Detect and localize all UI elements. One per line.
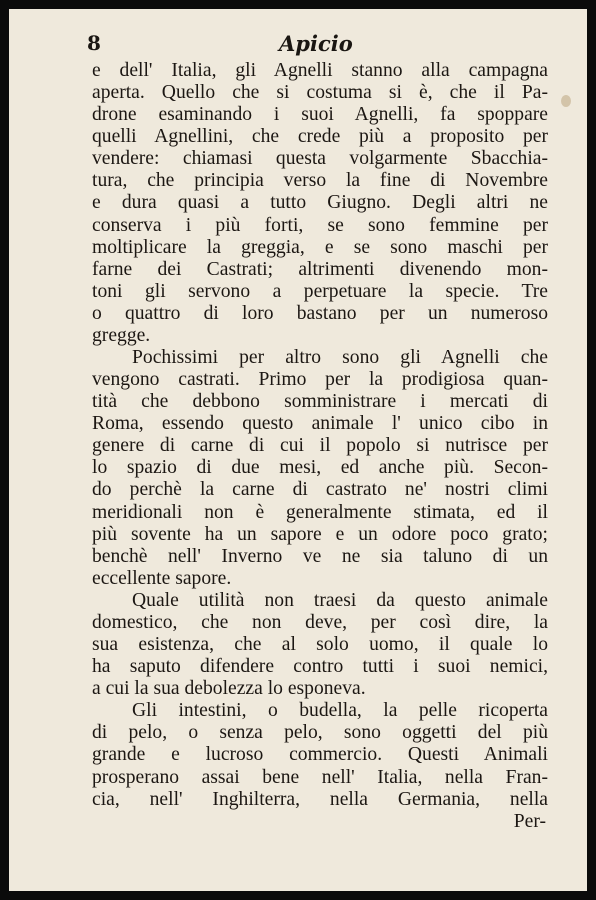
text-line: sua esistenza, che al solo uomo, il quale lo xyxy=(92,634,548,656)
text-line: Quale utilità non traesi da questo animale xyxy=(132,589,548,611)
text-line: tura, che principia verso la fine di Novembre xyxy=(92,170,548,192)
text-line: ha saputo difendere contro tutti i suoi nemici, xyxy=(92,656,548,678)
text-line: lo spazio di due mesi, ed anche più. Secon- xyxy=(92,457,548,479)
text-line: vengono castrati. Primo per la prodigiosa quan- xyxy=(92,369,548,391)
text-line: eccellente sapore. xyxy=(92,567,232,589)
text-line: prosperano assai bene nell' Italia, nella Fran- xyxy=(92,766,548,788)
paragraph xyxy=(92,60,548,347)
book-page xyxy=(9,9,587,891)
text-line: Roma, essendo questo animale l' unico cibo in xyxy=(92,413,548,435)
text-line: Pochissimi per altro sono gli Agnelli che xyxy=(132,347,548,369)
text-line: genere di carne di cui il popolo si nutrisce per xyxy=(92,435,548,457)
text-line: domestico, che non deve, per così dire, la xyxy=(92,611,548,633)
text-line: conserva i più forti, se sono femmine per xyxy=(92,214,548,236)
text-line: gregge. xyxy=(92,324,151,346)
paragraph xyxy=(92,700,548,810)
text-line: drone esaminando i suoi Agnelli, fa spoppare xyxy=(92,104,548,126)
paragraph xyxy=(92,590,548,700)
text-line: o quattro di loro bastano per un numeroso xyxy=(92,302,548,324)
paper-stain xyxy=(561,95,571,107)
paragraph xyxy=(92,347,548,590)
text-line: e dura quasi a tutto Giugno. Degli altri ne xyxy=(92,192,548,214)
text-line: di pelo, o senza pelo, sono oggetti del più xyxy=(92,722,548,744)
running-head: Apicio xyxy=(279,31,353,56)
text-line: meridionali non è generalmente stimata, ed il xyxy=(92,501,548,523)
text-line: a cui la sua debolezza lo esponeva. xyxy=(92,678,366,700)
page-header xyxy=(9,31,587,59)
text-line: farne dei Castrati; altrimenti divenendo mon- xyxy=(92,258,548,280)
text-line: benchè nell' Inverno ve ne sia taluno di un xyxy=(92,545,548,567)
text-line: moltiplicare la greggia, e se sono maschi per xyxy=(92,236,548,258)
text-line: grande e lucroso commercio. Questi Animali xyxy=(92,744,548,766)
text-line: più sovente ha un sapore e un odore poco grato; xyxy=(92,523,548,545)
text-line: cia, nell' Inghilterra, nella Germania, nella xyxy=(92,788,548,810)
text-line: tità che debbono somministrare i mercati di xyxy=(92,391,548,413)
text-line: Gli intestini, o budella, la pelle ricoperta xyxy=(132,700,548,722)
text-line: quelli Agnellini, che crede più a proposito per xyxy=(92,126,548,148)
body-text xyxy=(92,60,548,833)
text-line: toni gli servono a perpetuare la specie. Tre xyxy=(92,280,548,302)
text-line: e dell' Italia, gli Agnelli stanno alla campagna xyxy=(92,60,548,81)
text-line: do perchè la carne di castrato ne' nostri climi xyxy=(92,479,548,501)
text-line: vendere: chiamasi questa volgarmente Sbacchia- xyxy=(92,148,548,170)
catchword: Per- xyxy=(513,810,546,832)
text-line: aperta. Quello che si costuma si è, che il Pa- xyxy=(92,82,548,104)
page-number: 8 xyxy=(87,31,101,55)
